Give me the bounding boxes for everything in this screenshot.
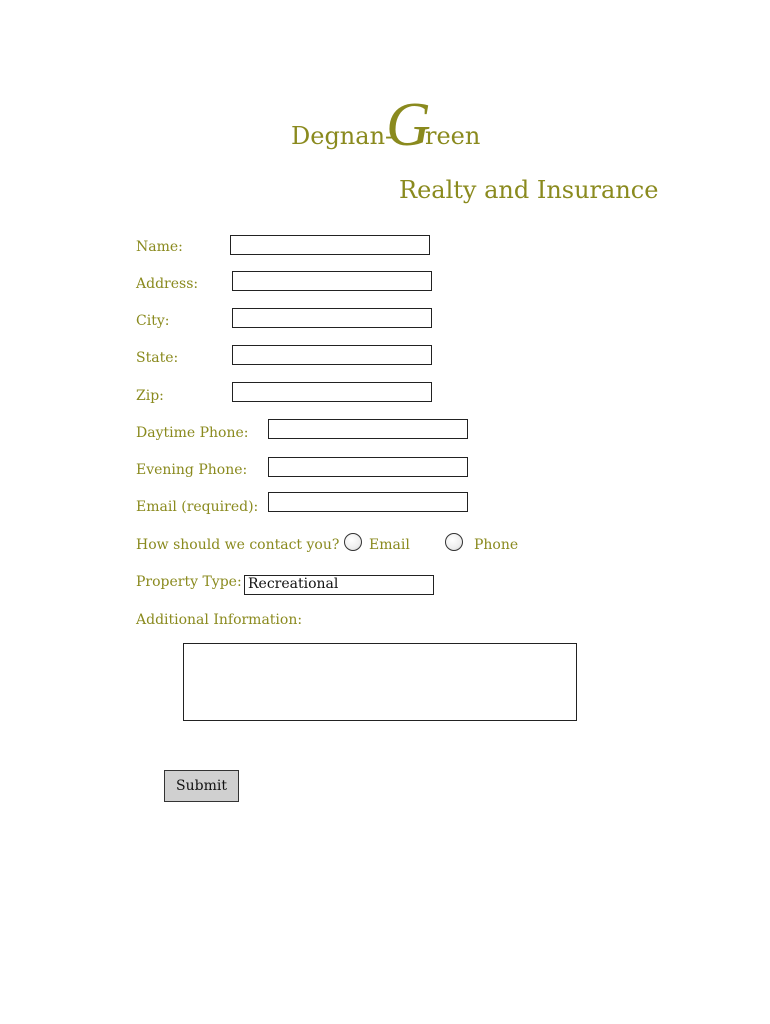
daytime-phone-label: Daytime Phone: xyxy=(136,425,249,441)
property-type-label: Property Type: xyxy=(136,574,242,590)
state-input[interactable] xyxy=(232,345,432,365)
property-type-select[interactable]: Recreational xyxy=(244,575,434,595)
state-label: State: xyxy=(136,350,179,366)
email-input[interactable] xyxy=(268,492,468,512)
evening-phone-label: Evening Phone: xyxy=(136,462,248,478)
daytime-phone-input[interactable] xyxy=(268,419,468,439)
city-label: City: xyxy=(136,313,170,329)
contact-phone-radio[interactable] xyxy=(445,533,463,551)
contact-preference-label: How should we contact you? xyxy=(136,537,340,553)
email-label: Email (required): xyxy=(136,499,259,515)
brand-tagline: Realty and Insurance xyxy=(399,176,659,204)
additional-info-textarea[interactable] xyxy=(183,643,577,721)
name-label: Name: xyxy=(136,239,183,255)
submit-button[interactable]: Submit xyxy=(164,770,239,802)
zip-input[interactable] xyxy=(232,382,432,402)
city-input[interactable] xyxy=(232,308,432,328)
contact-email-radio[interactable] xyxy=(344,533,362,551)
address-label: Address: xyxy=(136,276,199,292)
brand-initial-g: G xyxy=(386,91,431,159)
zip-label: Zip: xyxy=(136,388,164,404)
name-input[interactable] xyxy=(230,235,430,255)
contact-email-option-label: Email xyxy=(369,537,410,553)
address-input[interactable] xyxy=(232,271,432,291)
brand-name-part1: Degnan- xyxy=(291,122,394,150)
additional-info-label: Additional Information: xyxy=(136,612,303,628)
contact-phone-option-label: Phone xyxy=(474,537,519,553)
evening-phone-input[interactable] xyxy=(268,457,468,477)
brand-name-part2: reen xyxy=(425,122,481,150)
